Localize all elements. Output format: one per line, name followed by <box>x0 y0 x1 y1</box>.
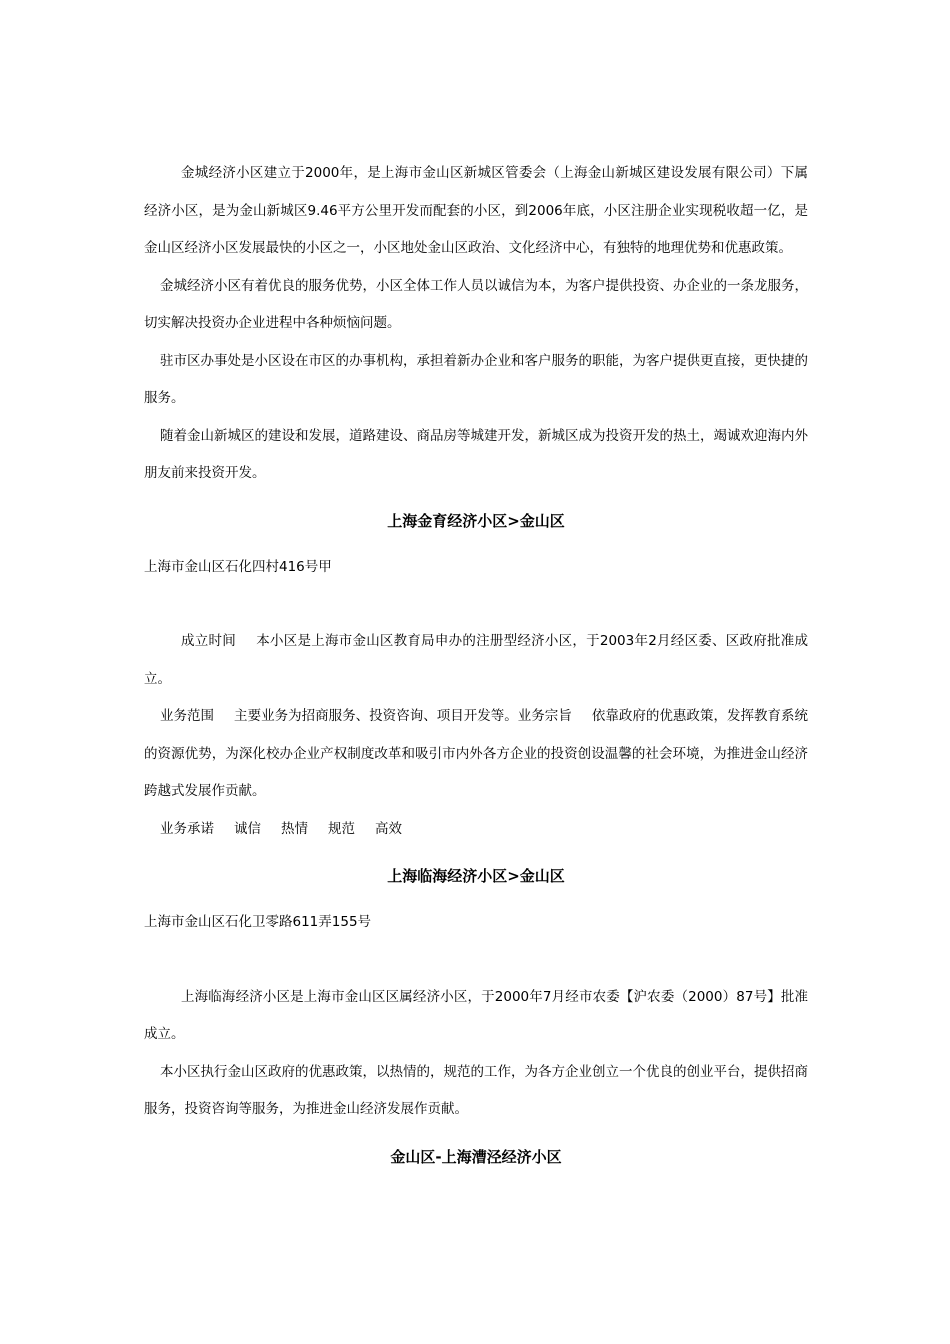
section-heading-linhai: 上海临海经济小区>金山区 <box>387 867 565 885</box>
commitment-item: 诚信 <box>234 820 261 837</box>
spacer <box>144 942 808 979</box>
document-page <box>144 155 808 1185</box>
commitment-item: 规范 <box>328 820 355 837</box>
business-purpose-text: 依靠政府的优惠政策，发挥教育系统的资源优势，为深化校办企业产权制度改革和吸引市内外各方企业的投资创设温馨的社会环境，为推进金山经济跨越式发展作贡献。 <box>144 708 809 799</box>
established-label: 成立时间 <box>181 633 236 649</box>
linhai-paragraph-2: 本小区执行金山区政府的优惠政策，以热情的，规范的工作，为各方企业创立一个优良的创业平台，提供招商服务，投资咨询等服务，为推进金山经济发展作贡献。 <box>144 1063 808 1117</box>
commitment-item: 热情 <box>281 820 308 837</box>
linhai-paragraph-1: 上海临海经济小区是上海市金山区区属经济小区，于2000年7月经市农委【沪农委（2000）87号】批准成立。 <box>144 988 808 1042</box>
business-scope-text: 主要业务为招商服务、投资咨询、项目开发等。业务宗旨 <box>234 708 572 724</box>
commitment-item: 高效 <box>375 820 402 837</box>
established-text: 本小区是上海市金山区教育局申办的注册型经济小区，于2003年2月经区委、区政府批准成立。 <box>144 633 808 687</box>
spacer <box>144 586 808 623</box>
address-linhai: 上海市金山区石化卫零路611弄155号 <box>144 914 372 930</box>
business-scope-label: 业务范围 <box>160 708 215 724</box>
intro-paragraph-4: 随着金山新城区的建设和发展，道路建设、商品房等城建开发，新城区成为投资开发的热土，竭诚欢迎海内外朋友前来投资开发。 <box>144 427 808 481</box>
address-jinyu: 上海市金山区石化四村416号甲 <box>144 558 332 575</box>
jinyu-paragraph-1 <box>144 623 808 698</box>
intro-paragraph-2: 金城经济小区有着优良的服务优势，小区全体工作人员以诚信为本，为客户提供投资、办企业的一条龙服务，切实解决投资办企业进程中各种烦恼问题。 <box>144 277 808 331</box>
intro-paragraph-1: 金城经济小区建立于2000年，是上海市金山区新城区管委会（上海金山新城区建设发展有限公司）下属经济小区，是为金山新城区9.46平方公里开发而配套的小区，到2006年底，小区注册企业实现税收超一亿，是金山区经济小区发展最快的小区之一，小区地处金山区政治、文化经济中心，有独特的地理优势和优惠政策。 <box>144 165 808 256</box>
jinyu-paragraph-2 <box>144 698 808 811</box>
section-heading-jinyu: 上海金育经济小区>金山区 <box>387 511 565 530</box>
intro-paragraph-3: 驻市区办事处是小区设在市区的办事机构，承担着新办企业和客户服务的职能，为客户提供更直接，更快捷的服务。 <box>144 352 808 406</box>
section-heading-caojing: 金山区-上海漕泾经济小区 <box>390 1147 562 1166</box>
jinyu-paragraph-3 <box>144 811 808 849</box>
commitment-label: 业务承诺 <box>160 820 214 837</box>
